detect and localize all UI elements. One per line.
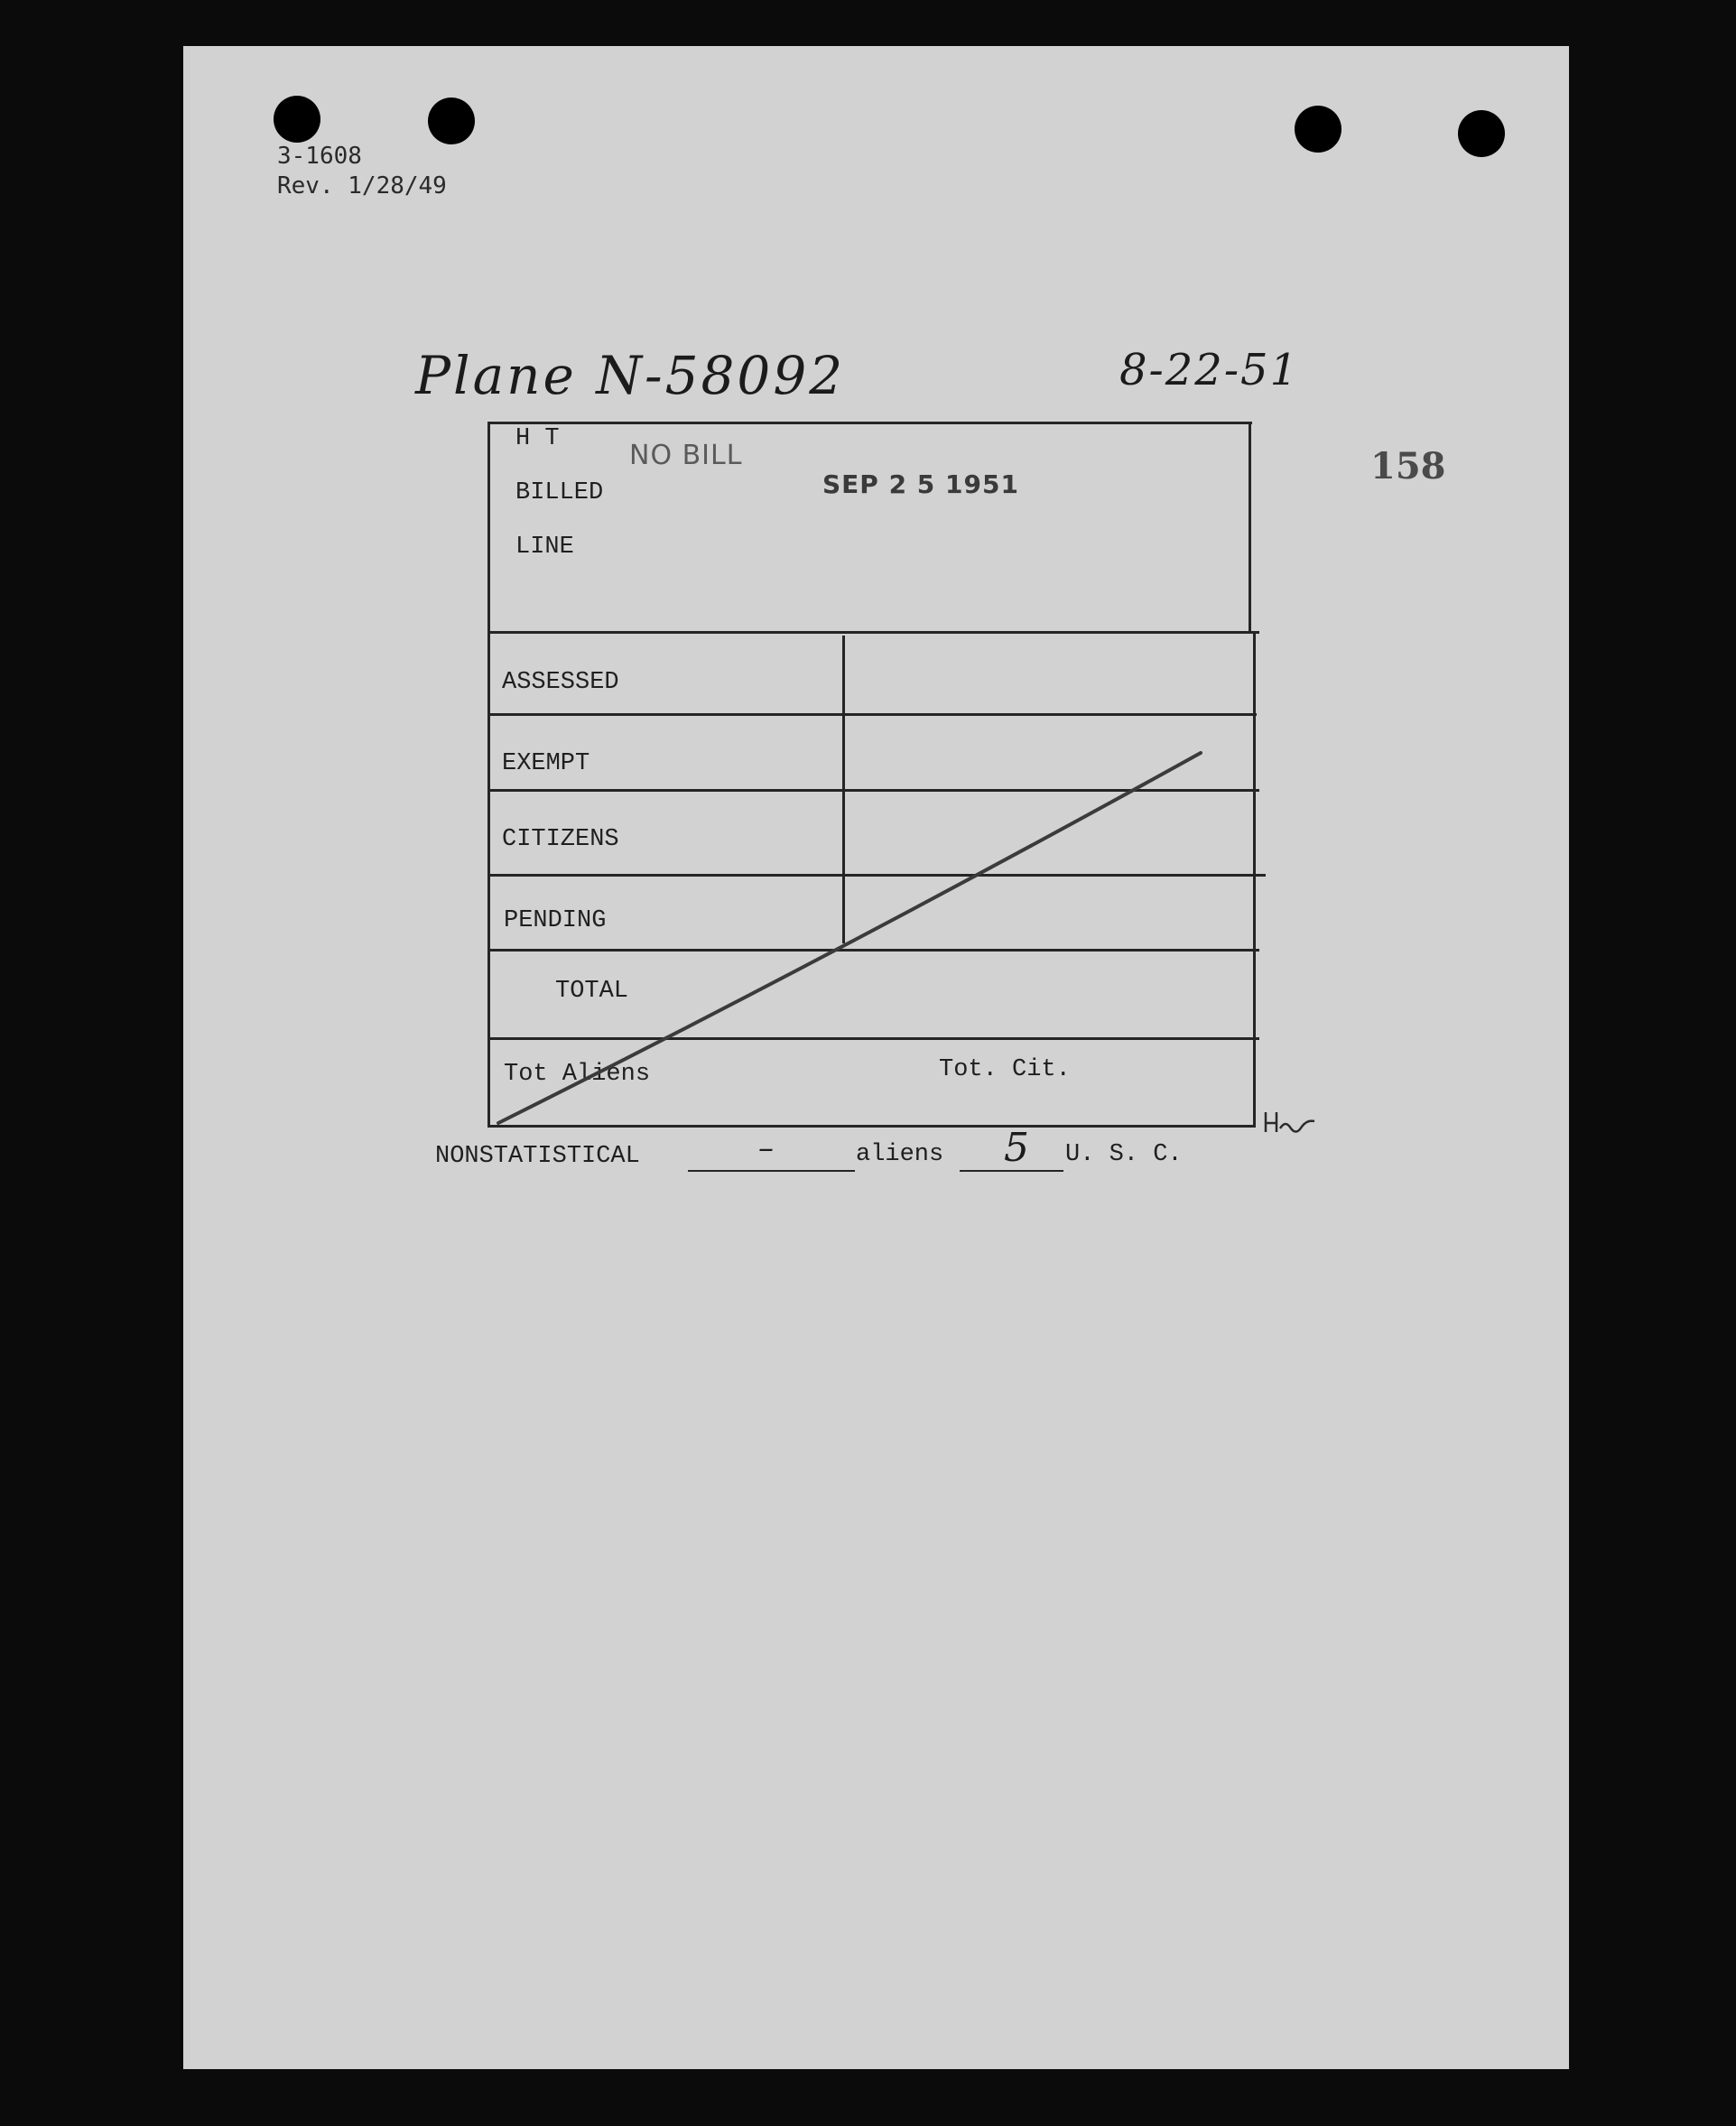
exempt-label: EXEMPT [502,750,590,777]
form-number: 3-1608 [277,143,362,170]
tot-aliens-label: Tot Aliens [504,1061,651,1088]
form-identifier [277,142,447,201]
punch-hole [1295,106,1341,153]
handwritten-date: 8-22-51 [1119,345,1300,395]
aliens-label: aliens [856,1141,944,1168]
punch-hole [274,96,320,143]
row-divider [487,713,1257,716]
pending-label: PENDING [504,907,607,934]
box-top-border [487,422,1252,424]
handwritten-plane-number: Plane N-58092 [415,345,846,406]
box-right-border-upper [1249,422,1251,634]
assessed-label: ASSESSED [502,669,619,696]
row-divider [487,631,1259,634]
aliens-blank [688,1170,855,1172]
no-bill-stamp: NO BILL [629,440,743,471]
cancel-line [487,740,1210,1128]
tot-cit-label: Tot. Cit. [939,1056,1071,1083]
billed-label: BILLED [515,479,604,506]
nonstatistical-label: NONSTATISTICAL [435,1143,640,1170]
punch-hole [428,97,475,144]
form-revision: Rev. 1/28/49 [277,172,447,200]
aliens-mark: – [758,1130,774,1166]
total-label: TOTAL [555,978,629,1005]
box-right-border-lower [1253,632,1256,1128]
date-stamp: SEP 2 5 1951 [822,469,1019,499]
usc-label: U. S. C. [1065,1141,1183,1168]
initials-scribble [1262,1109,1320,1136]
citizens-label: CITIZENS [502,826,619,853]
page-number: 158 [1370,445,1446,487]
ht-label: H T [515,425,560,452]
usc-count: 5 [1004,1125,1029,1171]
line-label: LINE [515,534,574,561]
punch-hole [1458,110,1505,157]
